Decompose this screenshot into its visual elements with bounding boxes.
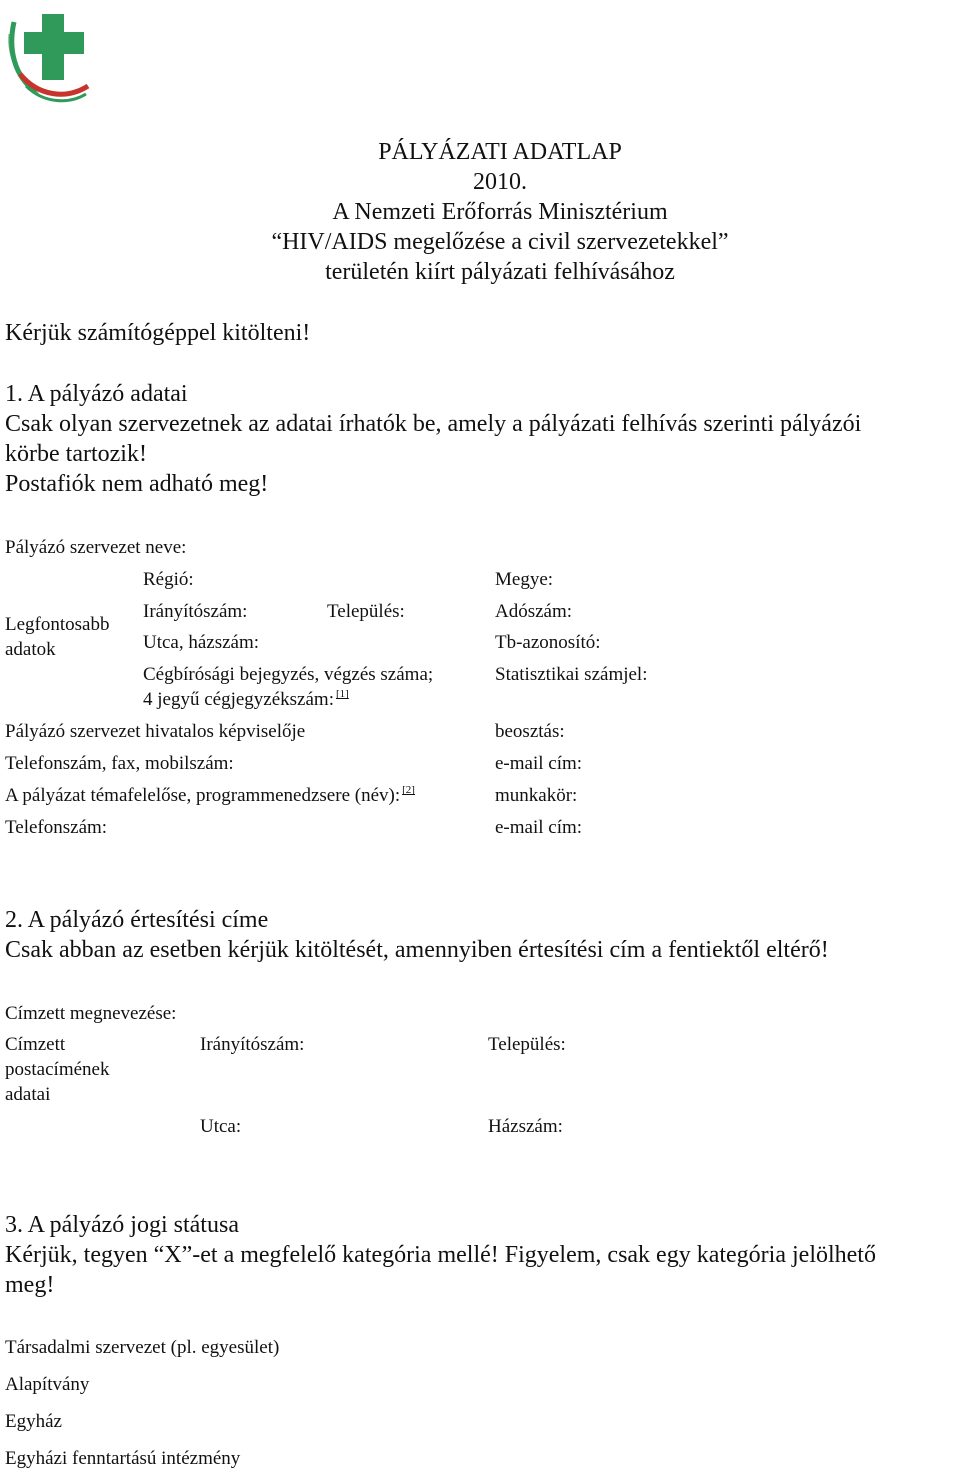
court-registration-field[interactable]: Cégbírósági bejegyzés, végzés száma; [143,664,434,685]
recipient-street-field[interactable]: Utca: [200,1116,242,1137]
organization-logo [4,4,92,108]
title-call: területén kiírt pályázati felhívásához [325,259,675,285]
page-title: PÁLYÁZATI ADATLAP [378,139,622,165]
section1-note-cont: körbe tartozik! [5,441,147,467]
section3-heading: 3. A pályázó jogi státusa [5,1212,239,1238]
representative-field[interactable]: Pályázó szervezet hivatalos képviselője [5,721,306,742]
category-foundation[interactable]: Alapítvány [5,1374,90,1395]
program-manager-label: A pályázat témafelelőse, programmenedzsere (név): [5,785,401,806]
manager-phone-field[interactable]: Telefonszám: [5,817,108,838]
category-church[interactable]: Egyház [5,1411,62,1432]
key-data-label-cont: adatok [5,639,56,660]
org-name-field[interactable]: Pályázó szervezet neve: [5,537,187,558]
street-field[interactable]: Utca, házszám: [143,632,260,653]
position-field[interactable]: beosztás: [495,721,565,742]
region-field[interactable]: Régió: [143,569,194,590]
recipient-house-number-field[interactable]: Házszám: [488,1116,563,1137]
category-church-institution[interactable]: Egyházi fenntartású intézmény [5,1448,241,1469]
section1-po-box-note: Postafiók nem adható meg! [5,471,269,497]
job-field[interactable]: munkakör: [495,785,578,806]
recipient-postcode-field[interactable]: Irányítószám: [200,1034,305,1055]
footnote-link-1[interactable]: [1] [335,688,349,700]
section3-note: Kérjük, tegyen “X”-et a megfelelő kategória mellé! Figyelem, csak egy kategória jelölhető [5,1242,876,1268]
title-year: 2010. [473,169,527,195]
recipient-name-field[interactable]: Címzett megnevezése: [5,1003,177,1024]
section2-note: Csak abban az esetben kérjük kitöltését, amennyiben értesítési cím a fentiektől eltérő! [5,937,829,963]
key-data-label: Legfontosabb [5,614,110,635]
postcode-field[interactable]: Irányítószám: [143,601,248,622]
title-ministry: A Nemzeti Erőforrás Minisztérium [332,199,668,225]
settlement-field[interactable]: Település: [327,601,405,622]
section1-heading: 1. A pályázó adatai [5,381,188,407]
company-reg-label: 4 jegyű cégjegyzékszám: [143,689,334,710]
fill-instruction: Kérjük számítógéppel kitölteni! [5,320,311,346]
recipient-label: Címzett [5,1034,66,1055]
category-social-org[interactable]: Társadalmi szervezet (pl. egyesület) [5,1337,280,1358]
tax-number-field[interactable]: Adószám: [495,601,573,622]
section2-heading: 2. A pályázó értesítési címe [5,907,269,933]
stat-code-field[interactable]: Statisztikai számjel: [495,664,648,685]
email-field[interactable]: e-mail cím: [495,753,583,774]
program-manager-field[interactable] [5,783,415,809]
recipient-label-cont: postacímének [5,1059,110,1080]
recipient-label-cont2: adatai [5,1084,51,1105]
company-reg-number-field[interactable] [143,687,349,713]
section1-note: Csak olyan szervezetnek az adatai írhatók be, amely a pályázati felhívás szerinti pályázói [5,411,862,437]
phone-fax-field[interactable]: Telefonszám, fax, mobilszám: [5,753,234,774]
tb-id-field[interactable]: Tb-azonosító: [495,632,601,653]
manager-email-field[interactable]: e-mail cím: [495,817,583,838]
section3-note-cont: meg! [5,1272,55,1298]
recipient-settlement-field[interactable]: Település: [488,1034,566,1055]
footnote-link-2[interactable]: [2] [402,784,415,796]
county-field[interactable]: Megye: [495,569,554,590]
title-program: “HIV/AIDS megelőzése a civil szervezetekkel” [271,229,729,255]
